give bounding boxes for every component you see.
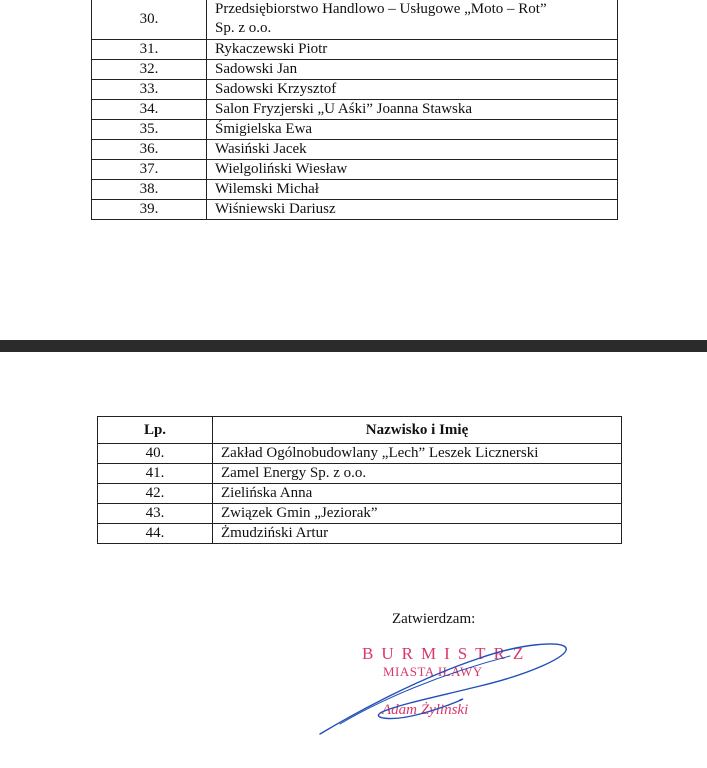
row-name: Zakład Ogólnobudowlany „Lech” Leszek Licznerski <box>213 444 622 464</box>
table-row <box>92 180 618 200</box>
row-name: Zielińska Anna <box>213 484 622 504</box>
handwritten-signature <box>300 630 580 750</box>
table-header-row <box>98 417 622 444</box>
row-name: Wilemski Michał <box>207 180 618 200</box>
table-row <box>92 160 618 180</box>
row-name: Związek Gmin „Jeziorak” <box>213 504 622 524</box>
table-row <box>98 524 622 544</box>
row-number: 36. <box>92 140 207 160</box>
table-row <box>92 40 618 60</box>
members-table <box>97 416 622 544</box>
table-row <box>92 60 618 80</box>
stamp-title: BURMISTRZ <box>362 644 532 663</box>
table-row <box>92 200 618 220</box>
row-number: 40. <box>98 444 213 464</box>
row-name: Salon Fryzjerski „U Aśki” Joanna Stawska <box>207 100 618 120</box>
row-name: Śmigielska Ewa <box>207 120 618 140</box>
table-row <box>98 464 622 484</box>
table-row <box>92 140 618 160</box>
header-name: Nazwisko i Imię <box>213 417 622 444</box>
row-name: Wielgoliński Wiesław <box>207 160 618 180</box>
stamp-subtitle: MIASTA IŁAWY <box>383 664 483 679</box>
table-row <box>92 100 618 120</box>
row-name: Rykaczewski Piotr <box>207 40 618 60</box>
row-number: 34. <box>92 100 207 120</box>
row-name: Żmudziński Artur <box>213 524 622 544</box>
row-name: Wasiński Jacek <box>207 140 618 160</box>
row-number: 37. <box>92 160 207 180</box>
row-name: Sadowski Krzysztof <box>207 80 618 100</box>
approval-label: Zatwierdzam: <box>392 611 476 627</box>
row-number: 35. <box>92 120 207 140</box>
row-number: 32. <box>92 60 207 80</box>
table-row <box>92 0 618 40</box>
table-row <box>92 120 618 140</box>
table-row <box>98 484 622 504</box>
members-table-continued <box>91 0 618 220</box>
row-name: Wiśniewski Dariusz <box>207 200 618 220</box>
header-lp: Lp. <box>98 417 213 444</box>
row-number: 33. <box>92 80 207 100</box>
row-number: 42. <box>98 484 213 504</box>
row-name <box>207 0 618 40</box>
row-name-line2: Sp. z o.o. <box>215 20 272 36</box>
row-number: 43. <box>98 504 213 524</box>
row-name-line1: Przedsiębiorstwo Handlowo – Usługowe „Moto – Rot” <box>215 1 547 17</box>
row-number: 31. <box>92 40 207 60</box>
row-name: Zamel Energy Sp. z o.o. <box>213 464 622 484</box>
table-row <box>92 80 618 100</box>
row-name: Sadowski Jan <box>207 60 618 80</box>
table-row <box>98 504 622 524</box>
table-row <box>98 444 622 464</box>
row-number: 39. <box>92 200 207 220</box>
row-number: 44. <box>98 524 213 544</box>
row-number: 41. <box>98 464 213 484</box>
stamp-name: Adam Żyliński <box>382 702 469 718</box>
row-number: 38. <box>92 180 207 200</box>
row-number: 30. <box>92 0 207 40</box>
page-divider <box>0 340 707 352</box>
